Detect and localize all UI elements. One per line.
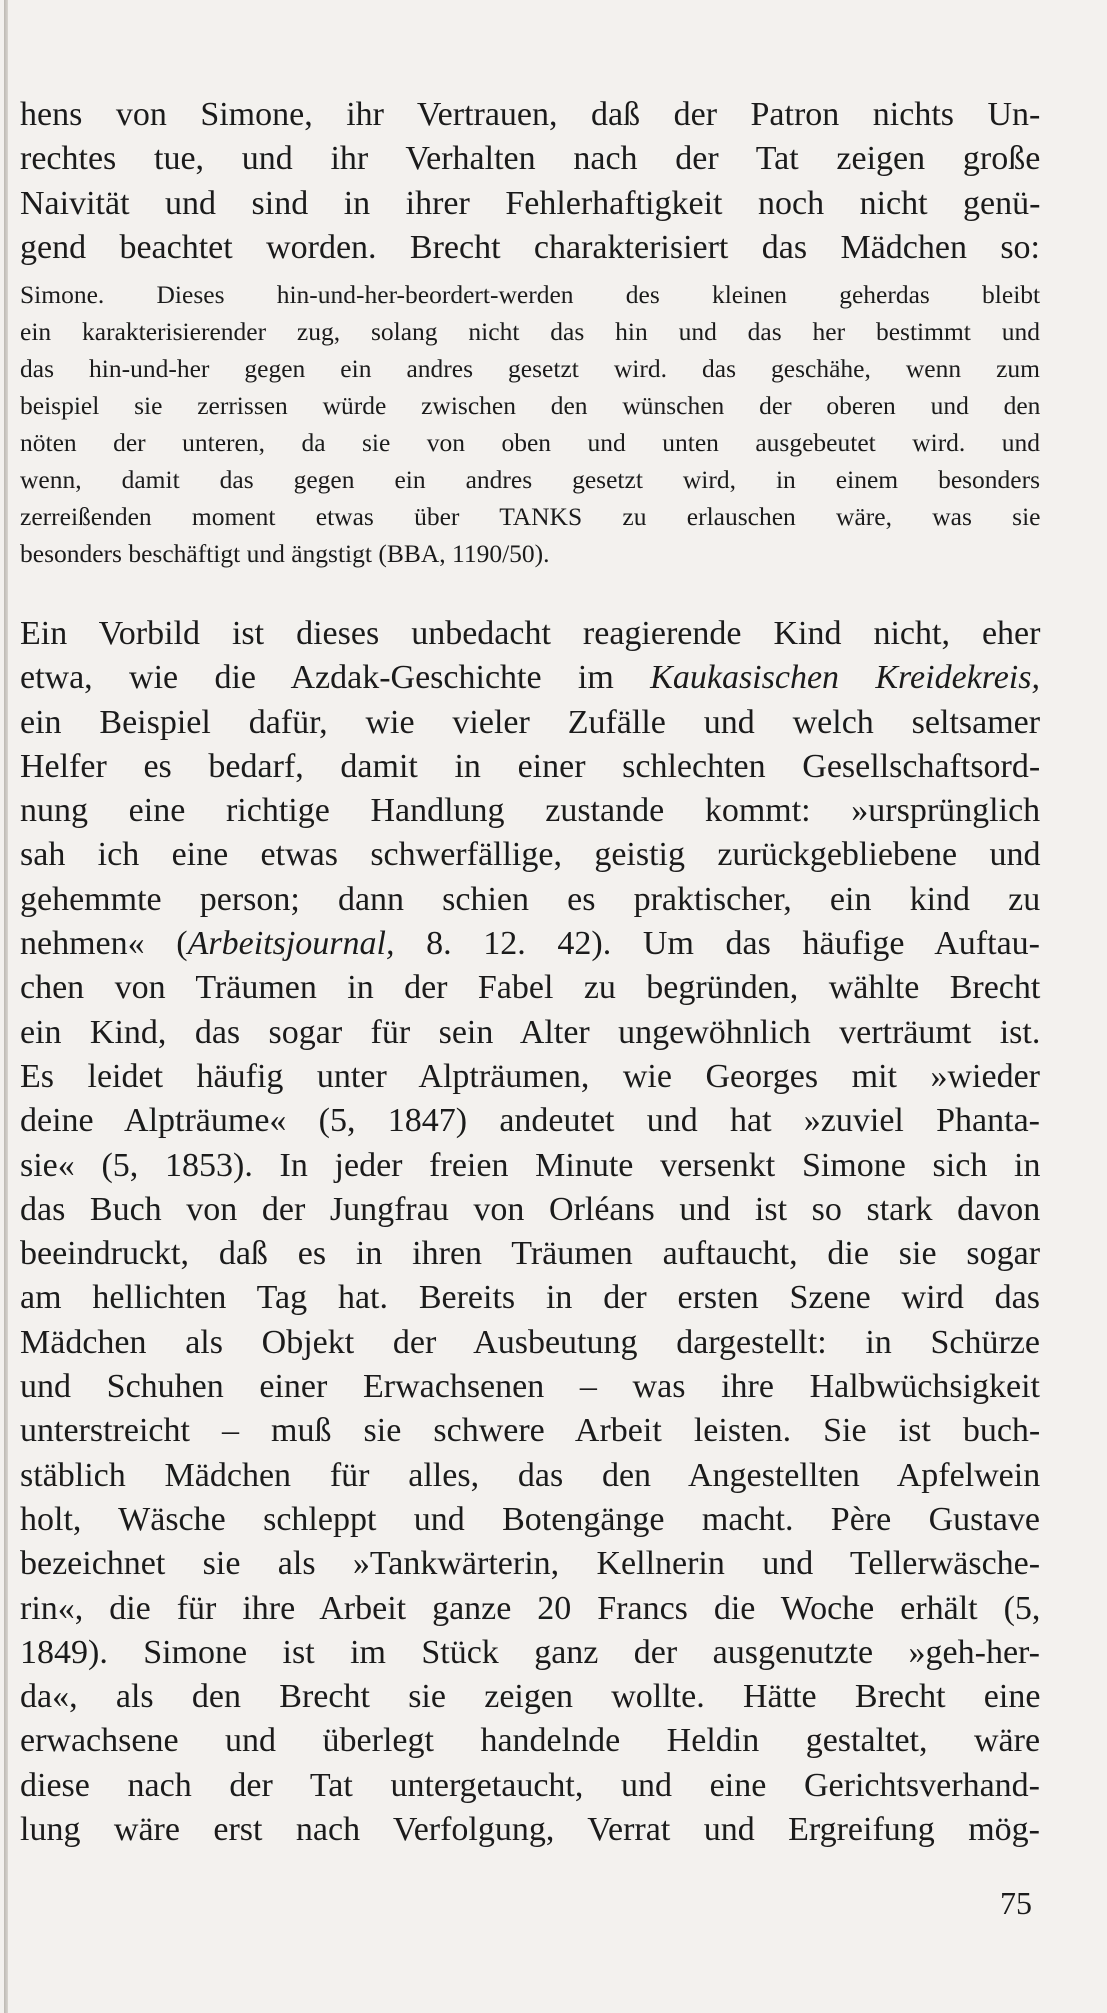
text-line: unterstreicht – muß sie schwere Arbeit leisten. Sie ist buch-	[20, 1412, 1041, 1450]
text-line: das Buch von der Jungfrau von Orléans und ist so stark davon	[20, 1190, 1041, 1228]
quote-line: zerreißenden moment etwas über TANKS zu erlauschen wäre, was sie	[20, 502, 1041, 531]
quote-line: ein karakterisierender zug, solang nicht das hin und das her bestimmt und	[20, 317, 1040, 346]
text-line	[20, 656, 1040, 700]
quote-line: wenn, damit das gegen ein andres gesetzt wird, in einem besonders	[20, 465, 1041, 494]
text-line: da«, als den Brecht sie zeigen wollte. Hätte Brecht eine	[20, 1678, 1041, 1716]
paragraph-2	[20, 612, 1040, 1852]
quote-line: nöten der unteren, da sie von oben und unten ausgebeutet wird. und	[20, 428, 1041, 457]
text-line: chen von Träumen in der Fabel zu begründen, wählte Brecht	[20, 969, 1041, 1007]
text-segment: 8. 12. 42). Um das häufige Auftau-	[394, 925, 1040, 963]
text-line: holt, Wäsche schleppt und Botengänge macht. Père Gustave	[20, 1500, 1040, 1538]
text-line: bezeichnet sie als »Tankwärterin, Kellnerin und Tellerwäsche-	[20, 1545, 1041, 1583]
text-line: und Schuhen einer Erwachsenen – was ihre Halbwüchsigkeit	[20, 1368, 1040, 1406]
page-number: 75	[1000, 1885, 1032, 1921]
text-line: diese nach der Tat untergetaucht, und eine Gerichtsverhand-	[20, 1766, 1040, 1804]
text-line: beeindruckt, daß es in ihren Träumen auftaucht, die sie sogar	[20, 1235, 1041, 1273]
page-gutter-edge	[4, 0, 8, 2013]
text-line: lung wäre erst nach Verfolgung, Verrat und Ergreifung mög-	[20, 1811, 1040, 1849]
quote-line: besonders beschäftigt und ängstigt (BBA, 1190/50).	[20, 539, 550, 568]
text-line: ein Kind, das sogar für sein Alter ungewöhnlich verträumt ist.	[20, 1013, 1041, 1051]
work-title-italic: Arbeitsjournal,	[187, 925, 395, 963]
text-line: stäblich Mädchen für alles, das den Angestellten Apfelwein	[20, 1456, 1041, 1494]
text-line: nung eine richtige Handlung zustande kommt: »ursprünglich	[20, 792, 1041, 830]
text-line: rechtes tue, und ihr Verhalten nach der Tat zeigen große	[20, 140, 1041, 178]
text-line: deine Alpträume« (5, 1847) andeutet und hat »zuviel Phanta-	[20, 1102, 1040, 1140]
text-line: Es leidet häufig unter Alpträumen, wie Georges mit »wieder	[20, 1057, 1040, 1095]
text-line: sah ich eine etwas schwerfällige, geistig zurückgebliebene und	[20, 836, 1041, 874]
work-title-italic: Kaukasischen Kreidekreis,	[650, 659, 1040, 697]
text-line: am hellichten Tag hat. Bereits in der ersten Szene wird das	[20, 1279, 1040, 1317]
text-line: hens von Simone, ihr Vertrauen, daß der Patron nichts Un-	[20, 96, 1041, 133]
text-segment: etwa, wie die Azdak-Geschichte im	[20, 659, 651, 697]
text-segment: nehmen« (	[20, 925, 188, 963]
text-line: sie« (5, 1853). In jeder freien Minute versenkt Simone sich in	[20, 1146, 1041, 1184]
text-line: Mädchen als Objekt der Ausbeutung dargestellt: in Schürze	[20, 1323, 1040, 1361]
text-line: Helfer es bedarf, damit in einer schlechten Gesellschaftsord-	[20, 747, 1041, 785]
text-line: gehemmte person; dann schien es praktischer, ein kind zu	[20, 880, 1041, 918]
text-line	[20, 922, 1040, 966]
text-line: rin«, die für ihre Arbeit ganze 20 Francs die Woche erhält (5,	[20, 1589, 1041, 1627]
text-line: Naivität und sind in ihrer Fehlerhaftigkeit noch nicht genü-	[20, 184, 1041, 222]
text-line: erwachsene und überlegt handelnde Heldin gestaltet, wäre	[20, 1722, 1041, 1760]
quote-line: Simone. Dieses hin-und-her-beordert-werden des kleinen geherdas bleibt	[20, 280, 1041, 309]
block-quote	[20, 276, 1040, 572]
text-line: Ein Vorbild ist dieses unbedacht reagierende Kind nicht, eher	[20, 615, 1041, 652]
paragraph-1	[20, 93, 1040, 270]
text-line: 1849). Simone ist im Stück ganz der ausgenutzte »geh-her-	[20, 1633, 1040, 1671]
quote-line: das hin-und-her gegen ein andres gesetzt wird. das geschähe, wenn zum	[20, 354, 1040, 383]
text-line: gend beachtet worden. Brecht charakterisiert das Mädchen so:	[20, 228, 1040, 266]
quote-line: beispiel sie zerrissen würde zwischen den wünschen der oberen und den	[20, 391, 1041, 420]
text-line: ein Beispiel dafür, wie vieler Zufälle und welch seltsamer	[20, 703, 1041, 741]
